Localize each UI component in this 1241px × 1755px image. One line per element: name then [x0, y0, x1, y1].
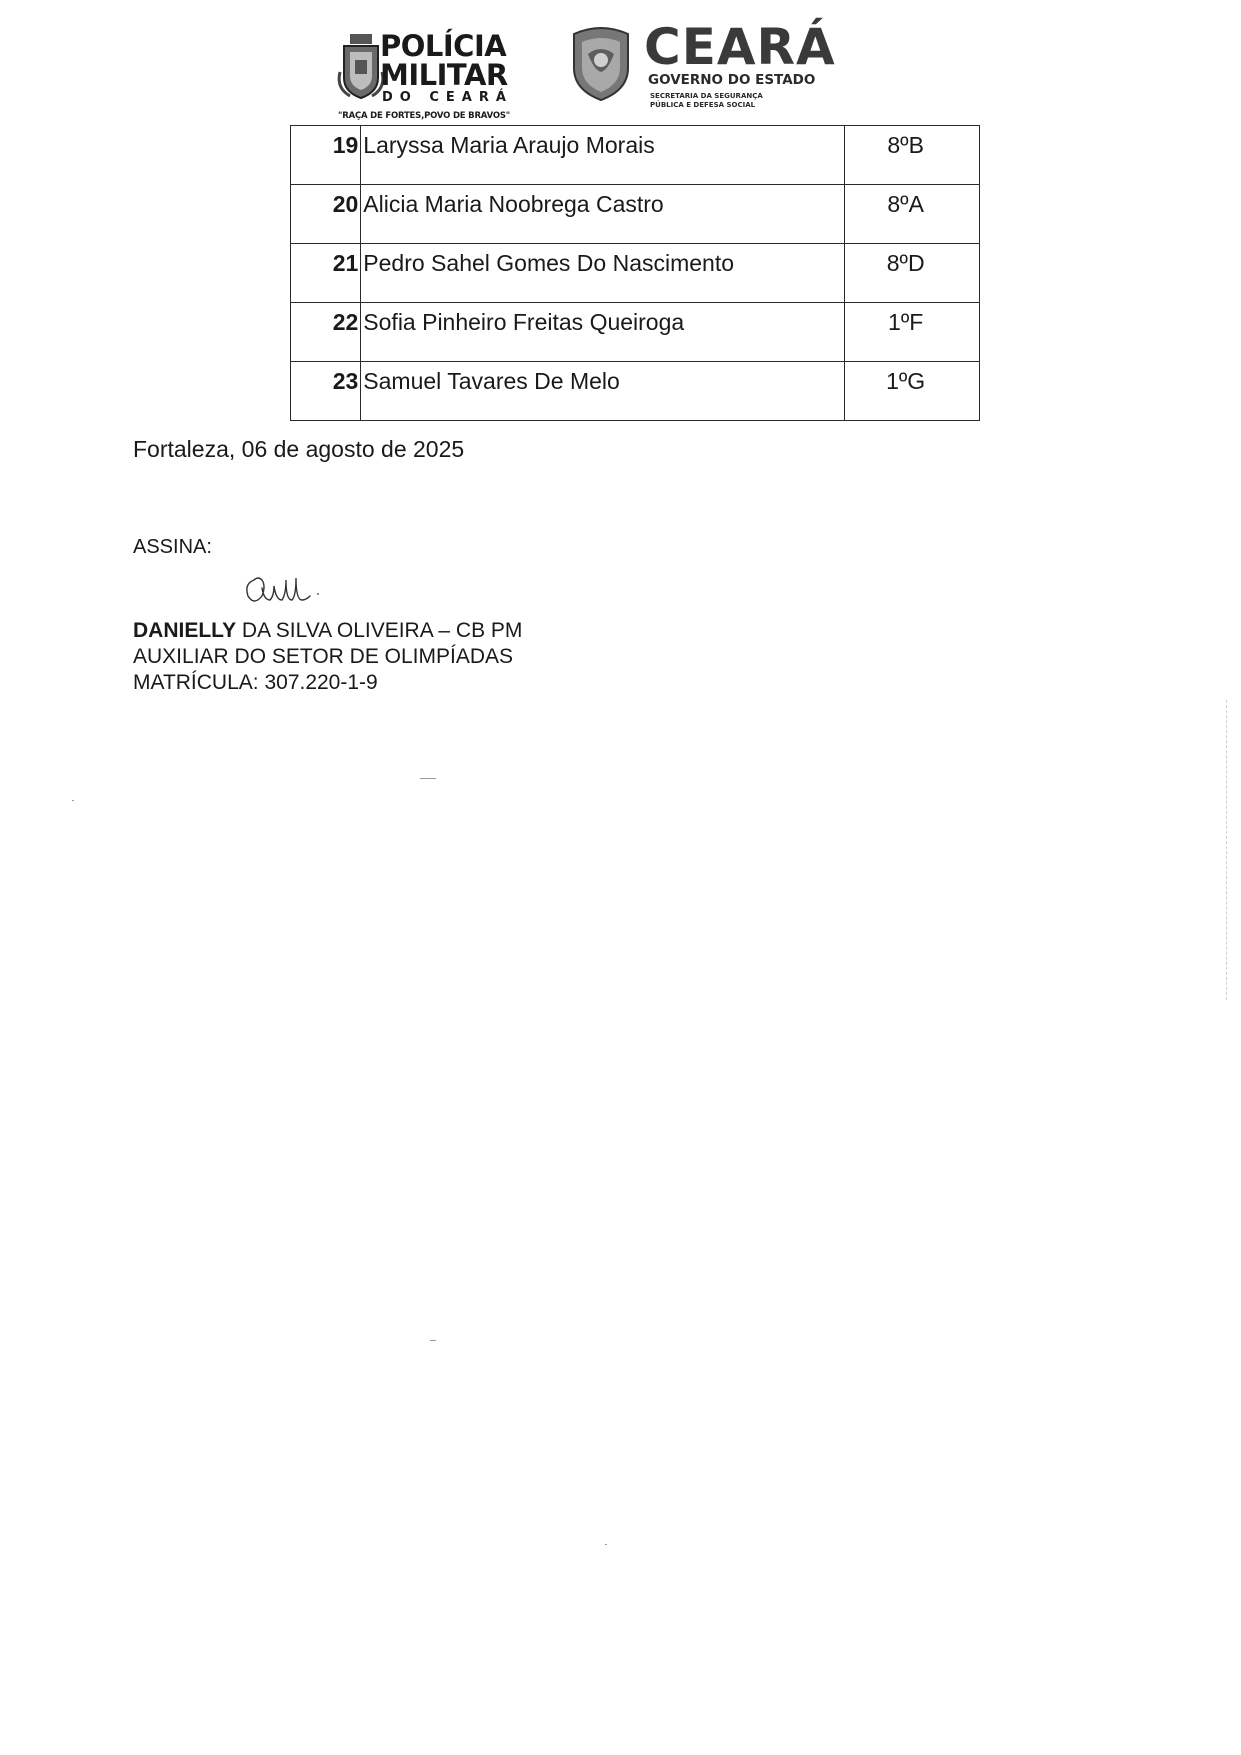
ceara-shield-icon	[568, 22, 634, 102]
student-class: 1ºG	[845, 362, 980, 421]
student-name: Samuel Tavares De Melo	[361, 362, 845, 421]
signer-name-rest: DA SILVA OLIVEIRA – CB PM	[236, 619, 523, 642]
signer-name	[133, 618, 522, 644]
student-class: 8ºD	[845, 244, 980, 303]
ceara-logo-secretariat	[650, 92, 763, 110]
student-number: 20	[291, 185, 361, 244]
pm-logo-line2: MILITAR	[380, 58, 508, 92]
signature-label: ASSINA:	[133, 536, 212, 558]
student-name: Pedro Sahel Gomes Do Nascimento	[361, 244, 845, 303]
student-number: 22	[291, 303, 361, 362]
ceara-logo-subtitle: GOVERNO DO ESTADO	[648, 72, 816, 88]
place-and-date: Fortaleza, 06 de agosto de 2025	[133, 436, 465, 462]
table-row	[291, 303, 980, 362]
pm-logo-text	[380, 29, 513, 105]
student-name: Laryssa Maria Araujo Morais	[361, 126, 845, 185]
student-name: Sofia Pinheiro Freitas Queiroga	[361, 303, 845, 362]
student-class: 8ºB	[845, 126, 980, 185]
pm-logo-motto: "RAÇA DE FORTES,POVO DE BRAVOS"	[338, 111, 510, 121]
ceara-government-logo	[568, 18, 858, 126]
ceara-logo-small-line2: PÚBLICA E DEFESA SOCIAL	[650, 101, 756, 109]
signer-role: AUXILIAR DO SETOR DE OLIMPÍADAS	[133, 645, 514, 668]
scan-speck	[72, 800, 74, 801]
scan-edge-line	[1226, 700, 1227, 1000]
scan-speck	[420, 778, 436, 779]
table-row	[291, 185, 980, 244]
policia-militar-logo	[330, 29, 540, 126]
table-row	[291, 244, 980, 303]
pm-crest-icon	[336, 32, 386, 102]
pm-logo-line1: POLÍCIA	[380, 29, 507, 63]
ceara-logo-title: CEARÁ	[644, 18, 836, 76]
signer-block	[133, 618, 522, 696]
scan-speck	[430, 1340, 436, 1341]
student-name: Alicia Maria Noobrega Castro	[361, 185, 845, 244]
student-class: 1ºF	[845, 303, 980, 362]
student-number: 23	[291, 362, 361, 421]
table-row	[291, 126, 980, 185]
table-row	[291, 362, 980, 421]
scan-speck	[605, 1544, 607, 1545]
student-number: 19	[291, 126, 361, 185]
student-class: 8ºA	[845, 185, 980, 244]
ceara-logo-small-line1: SECRETARIA DA SEGURANÇA	[650, 92, 763, 100]
student-list-table	[290, 125, 980, 421]
pm-logo-line3: DO CEARÁ	[382, 90, 513, 105]
document-header	[330, 18, 850, 126]
signer-name-bold: DANIELLY	[133, 619, 237, 642]
student-number: 21	[291, 244, 361, 303]
handwritten-signature	[240, 566, 330, 612]
signer-registration: MATRÍCULA: 307.220-1-9	[133, 671, 378, 694]
